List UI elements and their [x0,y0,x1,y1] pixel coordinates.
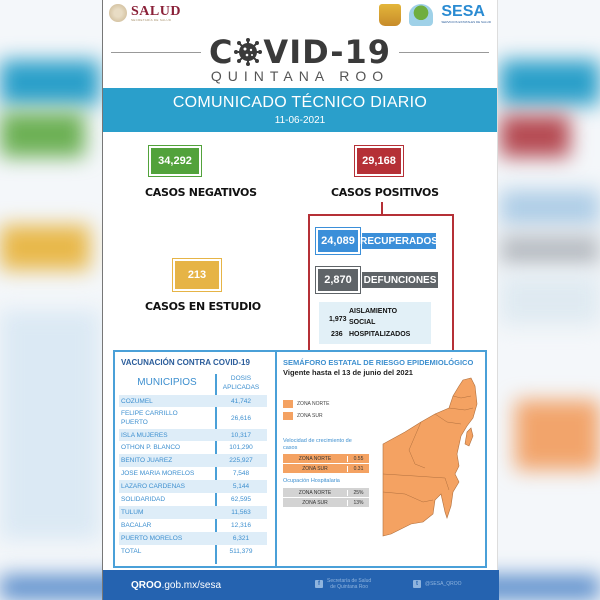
mexico-seal-icon [109,4,127,22]
active-cases-box [319,302,431,344]
growth-row [283,454,369,464]
value-cell: 0.31 [347,466,369,472]
vaccination-title: VACUNACIÓN CONTRA COVID-19 [121,358,250,367]
legend-label: ZONA NORTE [297,401,330,407]
facebook-icon: f [315,580,323,588]
dosis-cell: 11,563 [231,509,251,516]
legend-swatch [283,400,293,408]
facebook-line-1: Secretaría de Salud [327,578,372,584]
table-row-total [119,545,267,558]
recovered-label: RECUPERADOS [362,233,436,249]
occupancy-row [283,488,369,498]
table-row [119,480,267,493]
dosis-cell: 41,742 [231,397,251,405]
municipio-cell: PUERTO MORELOS [121,535,183,542]
sesa-logo-text: SESA [441,3,485,20]
recovered-value: 24,089 [316,228,360,254]
salud-logo [109,4,181,22]
occupancy-row [283,498,369,508]
banner-title: COMUNICADO TÉCNICO DIARIO [172,94,428,111]
dosis-cell: 62,595 [231,496,251,503]
dosis-cell: 26,616 [231,414,251,422]
hospital-occupancy-title: Ocupación Hospitalaria [283,478,340,484]
footer-url-rest: .gob.mx/sesa [161,579,222,591]
table-row [119,441,267,454]
study-cases-card [173,259,221,291]
dosis-cell: 10,317 [231,431,251,439]
table-row [119,467,267,480]
report-banner [103,88,497,132]
negative-cases-value: 34,292 [158,155,192,167]
municipio-cell: LAZARO CARDENAS [121,483,185,490]
column-header-dosis [215,374,267,392]
vaccination-semaforo-panel [113,350,487,568]
table-row [119,532,267,545]
dosis-cell: 7,548 [232,470,250,477]
title-rule-right [399,52,489,53]
dosis-cell: 5,144 [232,483,250,490]
quintana-roo-map [375,374,485,544]
municipio-cell: OTHON P. BLANCO [121,444,181,451]
zone-cell: ZONA NORTE [298,489,332,496]
salud-logo-text: SALUD [131,3,181,19]
isolation-label-2: SOCIAL [349,319,376,326]
municipio-cell: FELIPE CARRILLO PUERTO [121,410,178,426]
legend-label: ZONA SUR [297,413,323,419]
semaforo-subtitle: Vigente hasta el 13 de junio del 2021 [283,368,413,377]
virus-icon [234,38,262,66]
title-text-vid19: VID-19 [263,33,392,71]
vaccination-table-header [119,370,267,395]
table-row [119,454,267,467]
hospitalized-value: 236 [331,331,343,338]
study-cases-value: 213 [187,269,207,281]
deaths-value: 2,870 [316,267,360,293]
hospitalized-label: HOSPITALIZADOS [349,331,411,338]
title-rule-left [111,52,201,53]
title-subtitle: QUINTANA ROO [210,68,390,84]
state-logos [379,4,491,26]
dosis-cell: 511,379 [229,548,253,555]
twitter-handle: @SESA_QROO [425,581,462,587]
legend-swatch [283,412,293,420]
isolation-value: 1,973 [329,316,347,323]
dosis-cell: 12,316 [231,522,251,529]
table-row [119,519,267,532]
positive-cases-value: 29,168 [362,155,396,167]
facebook-line-2: de Quintana Roo [330,584,368,590]
poster-footer [103,570,499,600]
table-row [119,506,267,519]
growth-rate-table [283,454,369,474]
municipio-cell: JOSE MARIA MORELOS [121,470,195,477]
dosis-cell: 101,290 [229,444,253,451]
footer-url-bold: QROO [131,579,162,591]
legend-zona-norte [283,400,329,408]
growth-rate-title: Velocidad de crecimiento de casos [283,438,352,451]
municipio-cell: TULUM [121,509,144,516]
footer-url[interactable] [131,580,221,591]
deaths-label: DEFUNCIONES [362,272,438,288]
negative-cases-card [149,146,201,176]
study-cases-label: CASOS EN ESTUDIO [145,300,261,313]
value-cell: 13% [347,500,369,506]
vaccination-table [119,370,267,558]
covid-title [103,33,497,71]
poster-header [103,0,497,88]
column-header-dosis-line2: APLICADAS [222,383,260,391]
value-cell: 25% [347,490,369,496]
table-row [119,429,267,441]
positive-cases-card [355,146,403,176]
quintana-roo-shield-icon [379,4,401,26]
sesa-logo-subtitle: SERVICIOS ESTATALES DE SALUD [441,20,491,24]
column-header-municipios: MUNICIPIOS [137,377,197,388]
dosis-cell: 225,927 [229,457,253,464]
covid-report-poster [102,0,498,600]
municipio-cell: BENITO JUAREZ [121,457,173,464]
tree-logo-icon [409,4,433,26]
zone-cell: ZONA NORTE [298,455,332,462]
twitter-icon: t [413,580,421,588]
isolation-label-1: AISLAMIENTO [349,308,398,315]
zone-cell: ZONA SUR [302,465,328,472]
hospital-occupancy-table [283,488,369,508]
municipio-cell: TOTAL [121,548,142,555]
municipio-cell: COZUMEL [121,397,153,405]
footer-twitter[interactable] [413,580,461,588]
banner-date: 11-06-2021 [274,115,326,126]
footer-facebook[interactable] [315,578,371,590]
table-row [119,493,267,506]
panel-separator [275,350,277,568]
legend-zona-sur [283,412,323,420]
positive-cases-label: CASOS POSITIVOS [331,186,439,199]
table-row [119,395,267,407]
table-row [119,407,267,429]
growth-row [283,464,369,474]
column-header-dosis-line1: DOSIS [230,374,252,382]
municipio-cell: ISLA MUJERES [121,431,168,439]
municipio-cell: SOLIDARIDAD [121,496,166,503]
recovered-row [316,228,436,254]
semaforo-title: SEMÁFORO ESTATAL DE RIESGO EPIDEMIOLÓGICO [283,358,474,367]
negative-cases-label: CASOS NEGATIVOS [145,186,257,199]
deaths-row [316,267,438,293]
title-letter-c: C [208,33,234,71]
municipio-cell: BACALAR [121,522,152,529]
zone-cell: ZONA SUR [302,499,328,506]
value-cell: 0.55 [347,456,369,462]
dosis-cell: 6,321 [232,535,250,542]
salud-logo-subtitle: SECRETARÍA DE SALUD [131,17,172,22]
